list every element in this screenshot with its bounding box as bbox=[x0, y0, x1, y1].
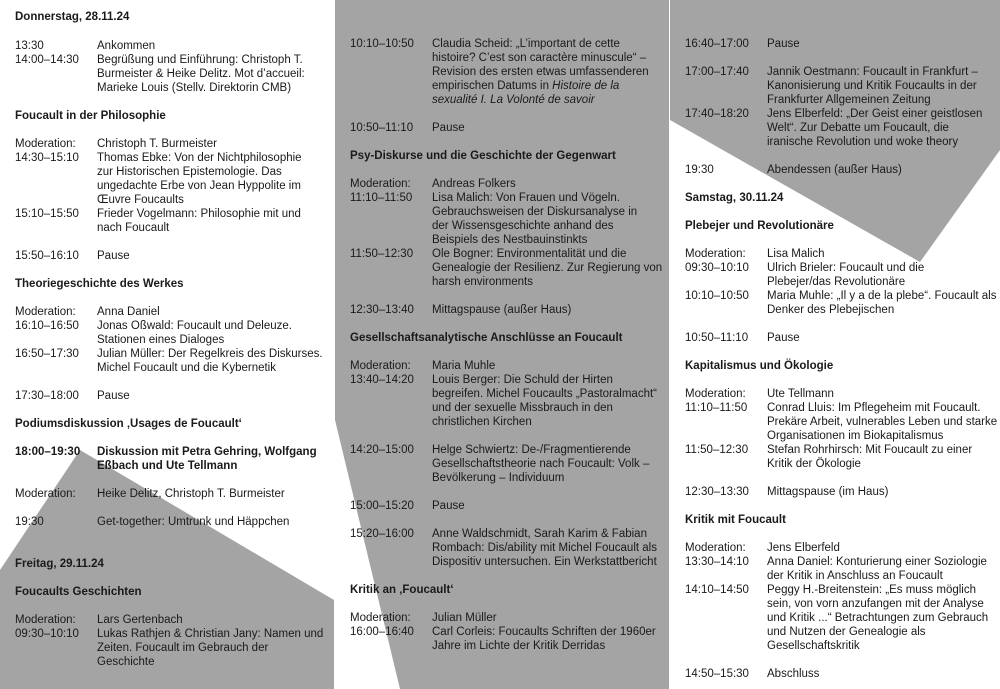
column-saturday bbox=[670, 0, 1000, 689]
day-heading-friday: Freitag, 29.11.24 bbox=[15, 558, 104, 570]
schedule-row: 16:40–17:00 Pause bbox=[685, 38, 800, 50]
schedule-row: 13:30–14:10 Anna Daniel: Konturierung einer Soziologie der Kritik in Anschluss an Foucault bbox=[685, 556, 987, 582]
moderation-row: Moderation: Anna Daniel bbox=[15, 306, 160, 318]
moderation-row: Moderation: Jens Elberfeld bbox=[685, 542, 840, 554]
schedule-row: 10:50–11:10 Pause bbox=[350, 122, 465, 134]
schedule-row: 14:10–14:50 Peggy H.-Breitenstein: „Es muss möglich sein, von vorn anzufangen mit der Analyse und Kritik ...“ Betrachtungen zum Gebrauch und Nutzen der Genealogie als Gesellschaftskritik bbox=[685, 584, 989, 652]
session-heading: Foucaults Geschichten bbox=[15, 586, 142, 598]
schedule-row: 16:50–17:30 Julian Müller: Der Regelkreis des Diskurses. Michel Foucault und die Kybernetik bbox=[15, 348, 323, 374]
moderation-row: Moderation: Lisa Malich bbox=[685, 248, 825, 260]
schedule-row: 11:10–11:50 Conrad Lluis: Im Pflegeheim mit Foucault. Prekäre Arbeit, vulnerables Leben und starke Organisationen im Biokapitalismus bbox=[685, 402, 998, 442]
schedule-row: 11:50–12:30 Stefan Rohrhirsch: Mit Foucault zu einer Kritik der Ökologie bbox=[685, 444, 973, 470]
schedule-row: 14:50–15:30 Abschluss bbox=[685, 668, 820, 680]
schedule-row: 17:00–17:40 Jannik Oestmann: Foucault in Frankfurt – Kanonisierung und Kritik Foucaults in der Frankfurter Allgemeinen Zeitung bbox=[685, 66, 978, 106]
schedule-row: 18:00–19:30 Diskussion mit Petra Gehring, Wolfgang Eßbach und Ute Tellmann bbox=[15, 446, 317, 472]
schedule-row: 15:50–16:10 Pause bbox=[15, 250, 130, 262]
session-heading: Kritik an ‚Foucault‘ bbox=[350, 584, 454, 596]
schedule-row: 12:30–13:40 Mittagspause (außer Haus) bbox=[350, 304, 572, 316]
session-heading: Foucault in der Philosophie bbox=[15, 110, 166, 122]
schedule-row: 19:30 Get-together: Umtrunk und Häppchen bbox=[15, 516, 290, 528]
schedule-row: 10:50–11:10 Pause bbox=[685, 332, 800, 344]
schedule-row: 17:30–18:00 Pause bbox=[15, 390, 130, 402]
moderation-row: Moderation: Ute Tellmann bbox=[685, 388, 834, 400]
schedule-row: 19:30 Abendessen (außer Haus) bbox=[685, 164, 902, 176]
moderation-row: Moderation: Lars Gertenbach bbox=[15, 614, 183, 626]
column-friday bbox=[335, 0, 669, 689]
session-heading: Kapitalismus und Ökologie bbox=[685, 360, 834, 372]
schedule-row: 10:10–10:50 Claudia Scheid: „L’important de cette histoire? C’est son caractère minuscule“ – Revision des ersten etwas umfassenderen empirischen Datums in Histoire de la sexualité I. La Volonté de savoir bbox=[350, 38, 649, 106]
schedule-row: 11:50–12:30 Ole Bogner: Environmentalität und die Genealogie der Resilienz. Zur Regierung von harsh environments bbox=[350, 248, 663, 288]
session-heading: Kritik mit Foucault bbox=[685, 514, 786, 526]
session-heading: Gesellschaftsanalytische Anschlüsse an Foucault bbox=[350, 332, 623, 344]
schedule-row: 15:00–15:20 Pause bbox=[350, 500, 465, 512]
moderation-row: Moderation: Maria Muhle bbox=[350, 360, 496, 372]
session-heading: Psy-Diskurse und die Geschichte der Gegenwart bbox=[350, 150, 616, 162]
schedule-row: 16:10–16:50 Jonas Oßwald: Foucault und Deleuze. Stationen eines Dialoges bbox=[15, 320, 292, 346]
schedule-row: 09:30–10:10 Ulrich Brieler: Foucault und die Plebejer/das Revolutionäre bbox=[685, 262, 925, 288]
moderation-row: Moderation: Heike Delitz, Christoph T. Burmeister bbox=[15, 488, 285, 500]
schedule-row: 13:30 Ankommen bbox=[15, 40, 156, 52]
schedule-row: 14:20–15:00 Helge Schwiertz: De-/Fragmentierende Gesellschaftstheorie nach Foucault: Volk – Bevölkerung – Individuum bbox=[350, 444, 650, 484]
moderation-row: Moderation: Julian Müller bbox=[350, 612, 497, 624]
schedule-row: 15:20–16:00 Anne Waldschmidt, Sarah Karim & Fabian Rombach: Dis/ability mit Michel Foucault als Dispositiv untersuchen. Ein Werkstattbericht bbox=[350, 528, 657, 568]
schedule-row: 13:40–14:20 Louis Berger: Die Schuld der Hirten begreifen. Michel Foucaults „Pastoralmacht“ und der sexuelle Missbrauch in den christlichen Kirchen bbox=[350, 374, 657, 428]
session-heading: Theoriegeschichte des Werkes bbox=[15, 278, 184, 290]
schedule-row: 09:30–10:10 Lukas Rathjen & Christian Jany: Namen und Zeiten. Foucault im Gebrauch der Geschichte bbox=[15, 628, 324, 668]
schedule-row: 15:10–15:50 Frieder Vogelmann: Philosophie mit und nach Foucault bbox=[15, 208, 301, 234]
schedule-row: 10:10–10:50 Maria Muhle: „Il y a de la plebe“. Foucault als Denker des Plebejischen bbox=[685, 290, 997, 316]
session-heading: Podiumsdiskussion ‚Usages de Foucault‘ bbox=[15, 418, 242, 430]
moderation-row: Moderation: Andreas Folkers bbox=[350, 178, 516, 190]
day-heading-saturday: Samstag, 30.11.24 bbox=[685, 192, 784, 204]
session-heading: Plebejer und Revolutionäre bbox=[685, 220, 834, 232]
schedule-row: 14:30–15:10 Thomas Ebke: Von der Nichtphilosophie zur Historischen Epistemologie. Das ungedachte Erbe von Jean Hyppolite im Œuvre Foucaults bbox=[15, 152, 302, 206]
schedule-row: 12:30–13:30 Mittagspause (im Haus) bbox=[685, 486, 889, 498]
schedule-row: 16:00–16:40 Carl Corleis: Foucaults Schriften der 1960er Jahre im Lichte der Kritik Derridas bbox=[350, 626, 656, 652]
schedule-row: 11:10–11:50 Lisa Malich: Von Frauen und Vögeln. Gebrauchsweisen der Diskursanalyse in der Wissensgeschichte anhand des Beispiels des Nestbauinstinkts bbox=[350, 192, 638, 246]
schedule-row: 17:40–18:20 Jens Elberfeld: „Der Geist einer geistlosen Welt“. Zur Debatte um Foucault, die iranische Revolution und woke theory bbox=[685, 108, 983, 148]
day-heading-thursday: Donnerstag, 28.11.24 bbox=[15, 11, 130, 23]
moderation-row: Moderation: Christoph T. Burmeister bbox=[15, 138, 217, 150]
column-thursday bbox=[0, 0, 334, 689]
schedule-row: 14:00–14:30 Begrüßung und Einführung: Christoph T. Burmeister & Heike Delitz. Mot d’accueil: Marieke Louis (Stellv. Direktorin CMB) bbox=[15, 54, 305, 94]
